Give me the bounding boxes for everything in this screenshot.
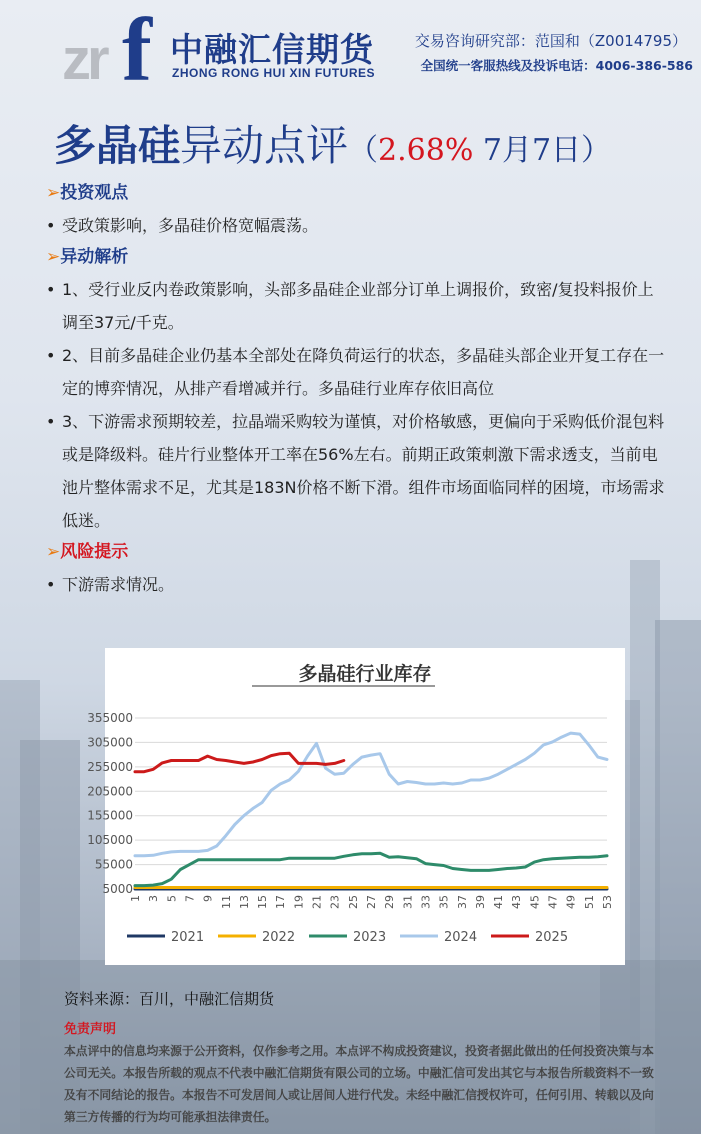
y-tick-label: 255000 <box>87 759 133 774</box>
x-tick-label: 21 <box>310 895 324 909</box>
y-tick-label: 105000 <box>87 833 133 848</box>
disclaimer-title: 免责声明 <box>64 1022 117 1037</box>
x-tick-label: 43 <box>510 895 524 909</box>
analysis-item: • 2、目前多晶硅企业仍基本全部处在降负荷运行的状态，多晶硅头部企业开复工存在一定的博弈情况，从排产看增减并行。多晶硅行业库存依旧高位 <box>46 339 666 405</box>
analysis-item: • 3、下游需求预期较差，拉晶端采购较为谨慎，对价格敏感，更偏向于采购低价混包料或是降级料。硅片行业整体开工率在56%左右。前期正政策刺激下需求透支，当前电池片整体需求不足，尤其是183N价格不断下滑。组件市场面临同样的困境，市场需求低迷。 <box>46 405 666 537</box>
y-tick-label: 55000 <box>94 857 133 872</box>
x-tick-label: 37 <box>455 895 469 909</box>
logo-company-en: ZHONG RONG HUI XIN FUTURES <box>172 66 376 80</box>
x-tick-label: 25 <box>346 895 360 909</box>
chart-legend <box>127 930 568 945</box>
section-analysis-title: ➢异动解析 <box>46 247 129 267</box>
page-title <box>54 113 611 173</box>
view-item: • 受政策影响，多晶硅价格宽幅震荡。 <box>46 209 666 242</box>
logo-mark: f <box>122 1 152 100</box>
x-tick-label: 47 <box>546 895 560 909</box>
x-tick-label: 5 <box>165 895 179 902</box>
analysis-item: • 1、受行业反内卷政策影响，头部多晶硅企业部分订单上调报价，致密/复投料报价上调至37元/千克。 <box>46 273 666 339</box>
x-tick-label: 9 <box>201 895 215 902</box>
x-tick-label: 23 <box>328 895 342 909</box>
arrow-icon: ➢ <box>46 183 61 203</box>
y-tick-label: 305000 <box>87 735 133 750</box>
x-tick-label: 31 <box>401 895 415 909</box>
y-tick-label: 355000 <box>87 711 133 725</box>
legend-label: 2021 <box>171 930 205 945</box>
arrow-icon: ➢ <box>46 542 61 562</box>
x-tick-label: 45 <box>528 895 542 909</box>
x-tick-label: 41 <box>492 895 506 909</box>
x-tick-label: 51 <box>582 895 596 909</box>
x-tick-label: 19 <box>292 895 306 909</box>
x-tick-label: 7 <box>183 895 197 902</box>
inventory-chart <box>87 648 625 965</box>
contact-analyst: 交易咨询研究部：范国和（Z0014795） <box>414 32 687 50</box>
logo-company-cn: 中融汇信期货 <box>170 30 374 69</box>
x-tick-label: 1 <box>129 895 142 902</box>
title-product: 多晶硅 <box>54 121 181 170</box>
x-tick-label: 49 <box>564 895 578 909</box>
disclaimer-text: 本点评中的信息均来源于公开资料，仅作参考之用。本点评不构成投资建议，投资者据此做出的任何投资决策与本公司无关。本报告所载的观点不代表中融汇信期货有限公司的立场。中融汇信可发出其它与本报告所载资料不一致及有不同结论的报告。本报告不可发居间人或让居间人进行代发。未经中融汇信授权许可，任何引用、转载以及向第三方传播的行为均可能承担法律责任。 <box>64 1044 654 1124</box>
legend-label: 2024 <box>444 930 478 945</box>
legend-label: 2025 <box>535 930 569 945</box>
x-tick-label: 17 <box>274 895 288 909</box>
section-risk-title: ➢风险提示 <box>46 542 129 562</box>
risk-item: • 下游需求情况。 <box>46 568 666 601</box>
title-paren: （ <box>348 133 379 168</box>
chart-svg <box>87 648 625 965</box>
title-date: 7月7日） <box>473 133 612 168</box>
chart-grid <box>135 718 607 889</box>
logo-letters: zr <box>62 27 106 92</box>
x-tick-label: 15 <box>256 895 270 909</box>
x-tick-label: 53 <box>601 895 614 909</box>
x-tick-label: 33 <box>419 895 433 909</box>
x-tick-label: 3 <box>147 895 161 902</box>
x-tick-label: 35 <box>437 895 451 909</box>
title-main: 异动点评 <box>180 121 349 170</box>
header <box>0 0 701 100</box>
x-tick-label: 11 <box>219 895 233 909</box>
series-line-2024 <box>135 733 607 856</box>
x-tick-label: 39 <box>473 895 487 909</box>
section-view-title: ➢投资观点 <box>46 183 129 203</box>
chart-series <box>135 733 607 889</box>
legend-label: 2022 <box>262 930 296 945</box>
y-tick-label: 155000 <box>87 808 133 823</box>
y-tick-label: 5000 <box>102 882 133 896</box>
series-line-2023 <box>135 853 607 885</box>
x-tick-label: 29 <box>383 895 397 909</box>
series-line-2025 <box>135 753 344 772</box>
y-tick-label: 205000 <box>87 784 133 799</box>
chart-title: 多晶硅行业库存 <box>298 663 432 685</box>
legend-label: 2023 <box>353 930 387 945</box>
contact-hotline: 全国统一客服热线及投诉电话：4006-386-586 <box>420 58 693 73</box>
x-axis <box>129 895 614 909</box>
x-tick-label: 13 <box>237 895 251 909</box>
report-body <box>46 178 666 601</box>
data-source: 资料来源：百川，中融汇信期货 <box>64 990 275 1008</box>
title-change: 2.68% <box>378 133 474 168</box>
arrow-icon: ➢ <box>46 247 61 267</box>
x-tick-label: 27 <box>365 895 378 909</box>
